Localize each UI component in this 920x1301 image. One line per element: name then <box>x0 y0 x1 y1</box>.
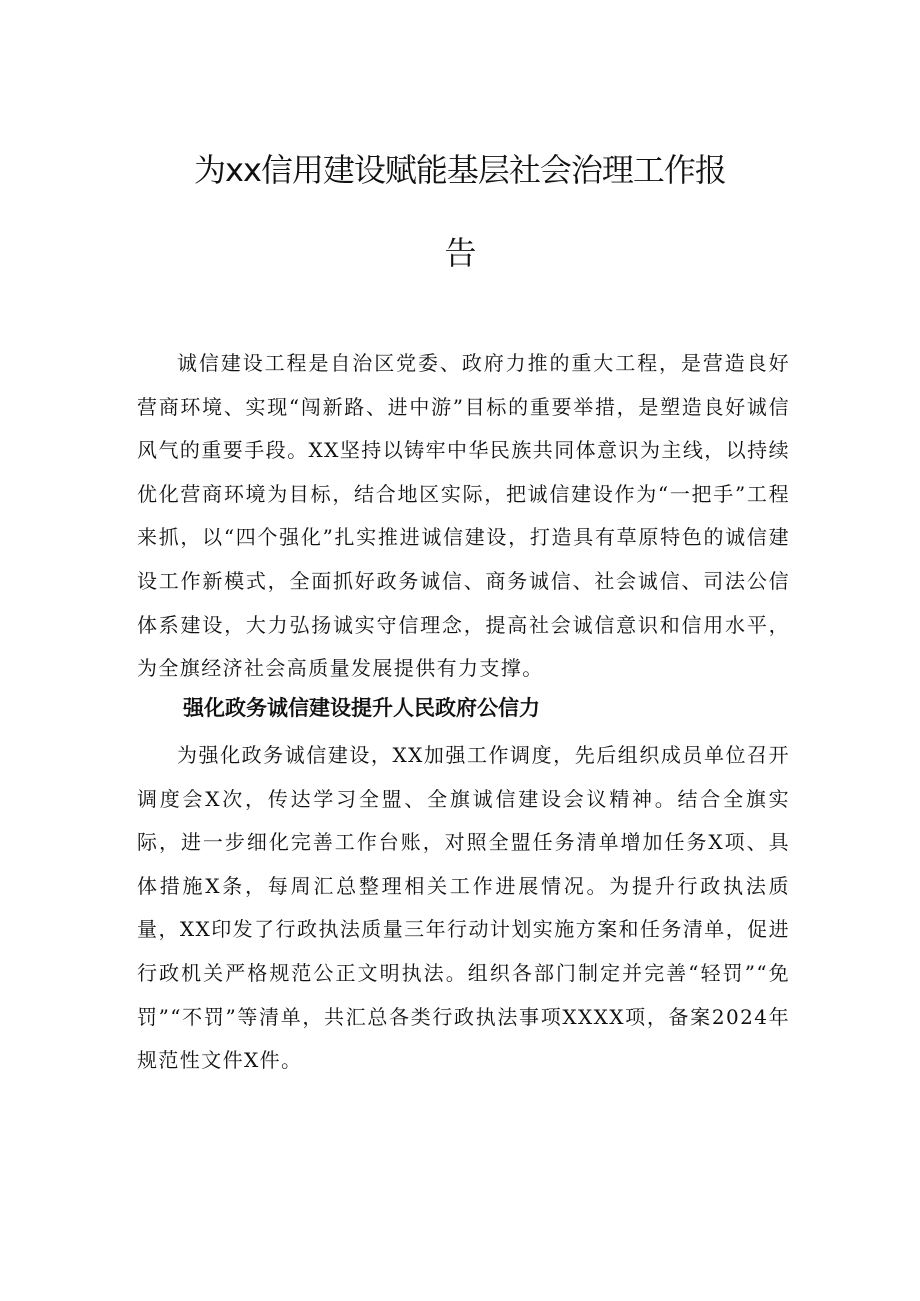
document-title-line-2: 告 <box>444 234 476 272</box>
section-heading: 强化政务诚信建设提升人民政府公信力 <box>183 696 540 720</box>
document-title-line-1: 为xx信用建设赋能基层社会治理工作报 <box>194 151 726 189</box>
intro-paragraph: 诚信建设工程是自治区党委、政府力推的重大工程，是营造良好营商环境、实现“闯新路、进中游”目标的重要举措，是塑造良好诚信风气的重要手段。XX坚持以铸牢中华民族共同体意识为主线，以持续优化营商环境为目标，结合地区实际，把诚信建设作为“一把手”工程来抓，以“四个强化”扎实推进诚信建设，打造具有草原特色的诚信建设工作新模式，全面抓好政务诚信、商务诚信、社会诚信、司法公信体系建设，大力弘扬诚实守信理念，提高社会诚信意识和信用水平，为全旗经济社会高质量发展提供有力支撑。 <box>137 351 790 681</box>
section-paragraph: 为强化政务诚信建设，XX加强工作调度，先后组织成员单位召开调度会X次，传达学习全盟、全旗诚信建设会议精神。结合全旗实际，进一步细化完善工作台账，对照全盟任务清单增加任务X项、具体措施X条，每周汇总整理相关工作进展情况。为提升行政执法质量，XX印发了行政执法质量三年行动计划实施方案和任务清单，促进行政机关严格规范公正文明执法。组织各部门制定并完善“轻罚”“免罚”“不罚”等清单，共汇总各类行政执法事项XXXX项，备案2024年规范性文件X件。 <box>137 743 790 1073</box>
